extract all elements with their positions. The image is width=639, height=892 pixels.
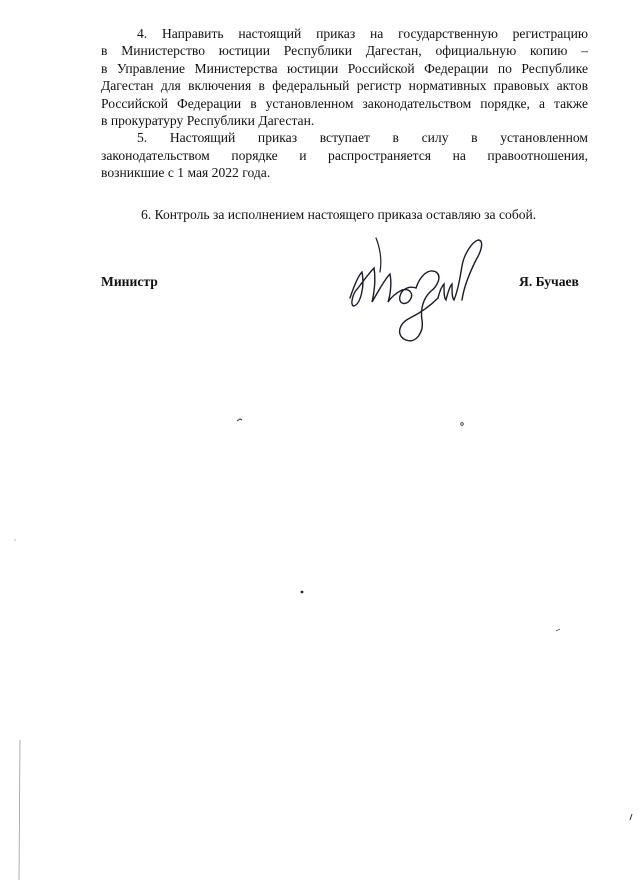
paragraph-5 (101, 129, 588, 181)
paragraph-4-line: 4. Направить настоящий приказ на государственную регистрацию (137, 26, 588, 41)
paragraph-5-line: 5. Настоящий приказ вступает в силу в установленном (137, 130, 588, 146)
handwritten-signature (340, 228, 490, 353)
signer-name: Я. Бучаев (519, 274, 579, 289)
paragraph-4-line: Дагестан для включения в федеральный регистр нормативных правовых актов (101, 78, 588, 94)
paragraph-6: 6. Контроль за исполнением настоящего приказа оставляю за собой. (141, 207, 537, 222)
paragraph-4-line: в Управление Министерства юстиции Российской Федерации по Республике (101, 60, 588, 76)
paragraph-5-line: возникшие с 1 мая 2022 года. (101, 165, 271, 181)
position-title: Министр (101, 274, 158, 289)
paragraph-4-line: в Министерство юстиции Республики Дагестан, официальную копию – (101, 43, 588, 59)
paragraph-4-line: Российской Федерации в установленном законодательством порядке, а также (101, 95, 588, 111)
paragraph-4 (101, 25, 588, 129)
document-body (101, 25, 588, 182)
paragraph-4-line: в прокуратуру Республики Дагестан. (101, 113, 315, 129)
paragraph-5-line: законодательством порядке и распространяется на правоотношения, (101, 147, 588, 163)
